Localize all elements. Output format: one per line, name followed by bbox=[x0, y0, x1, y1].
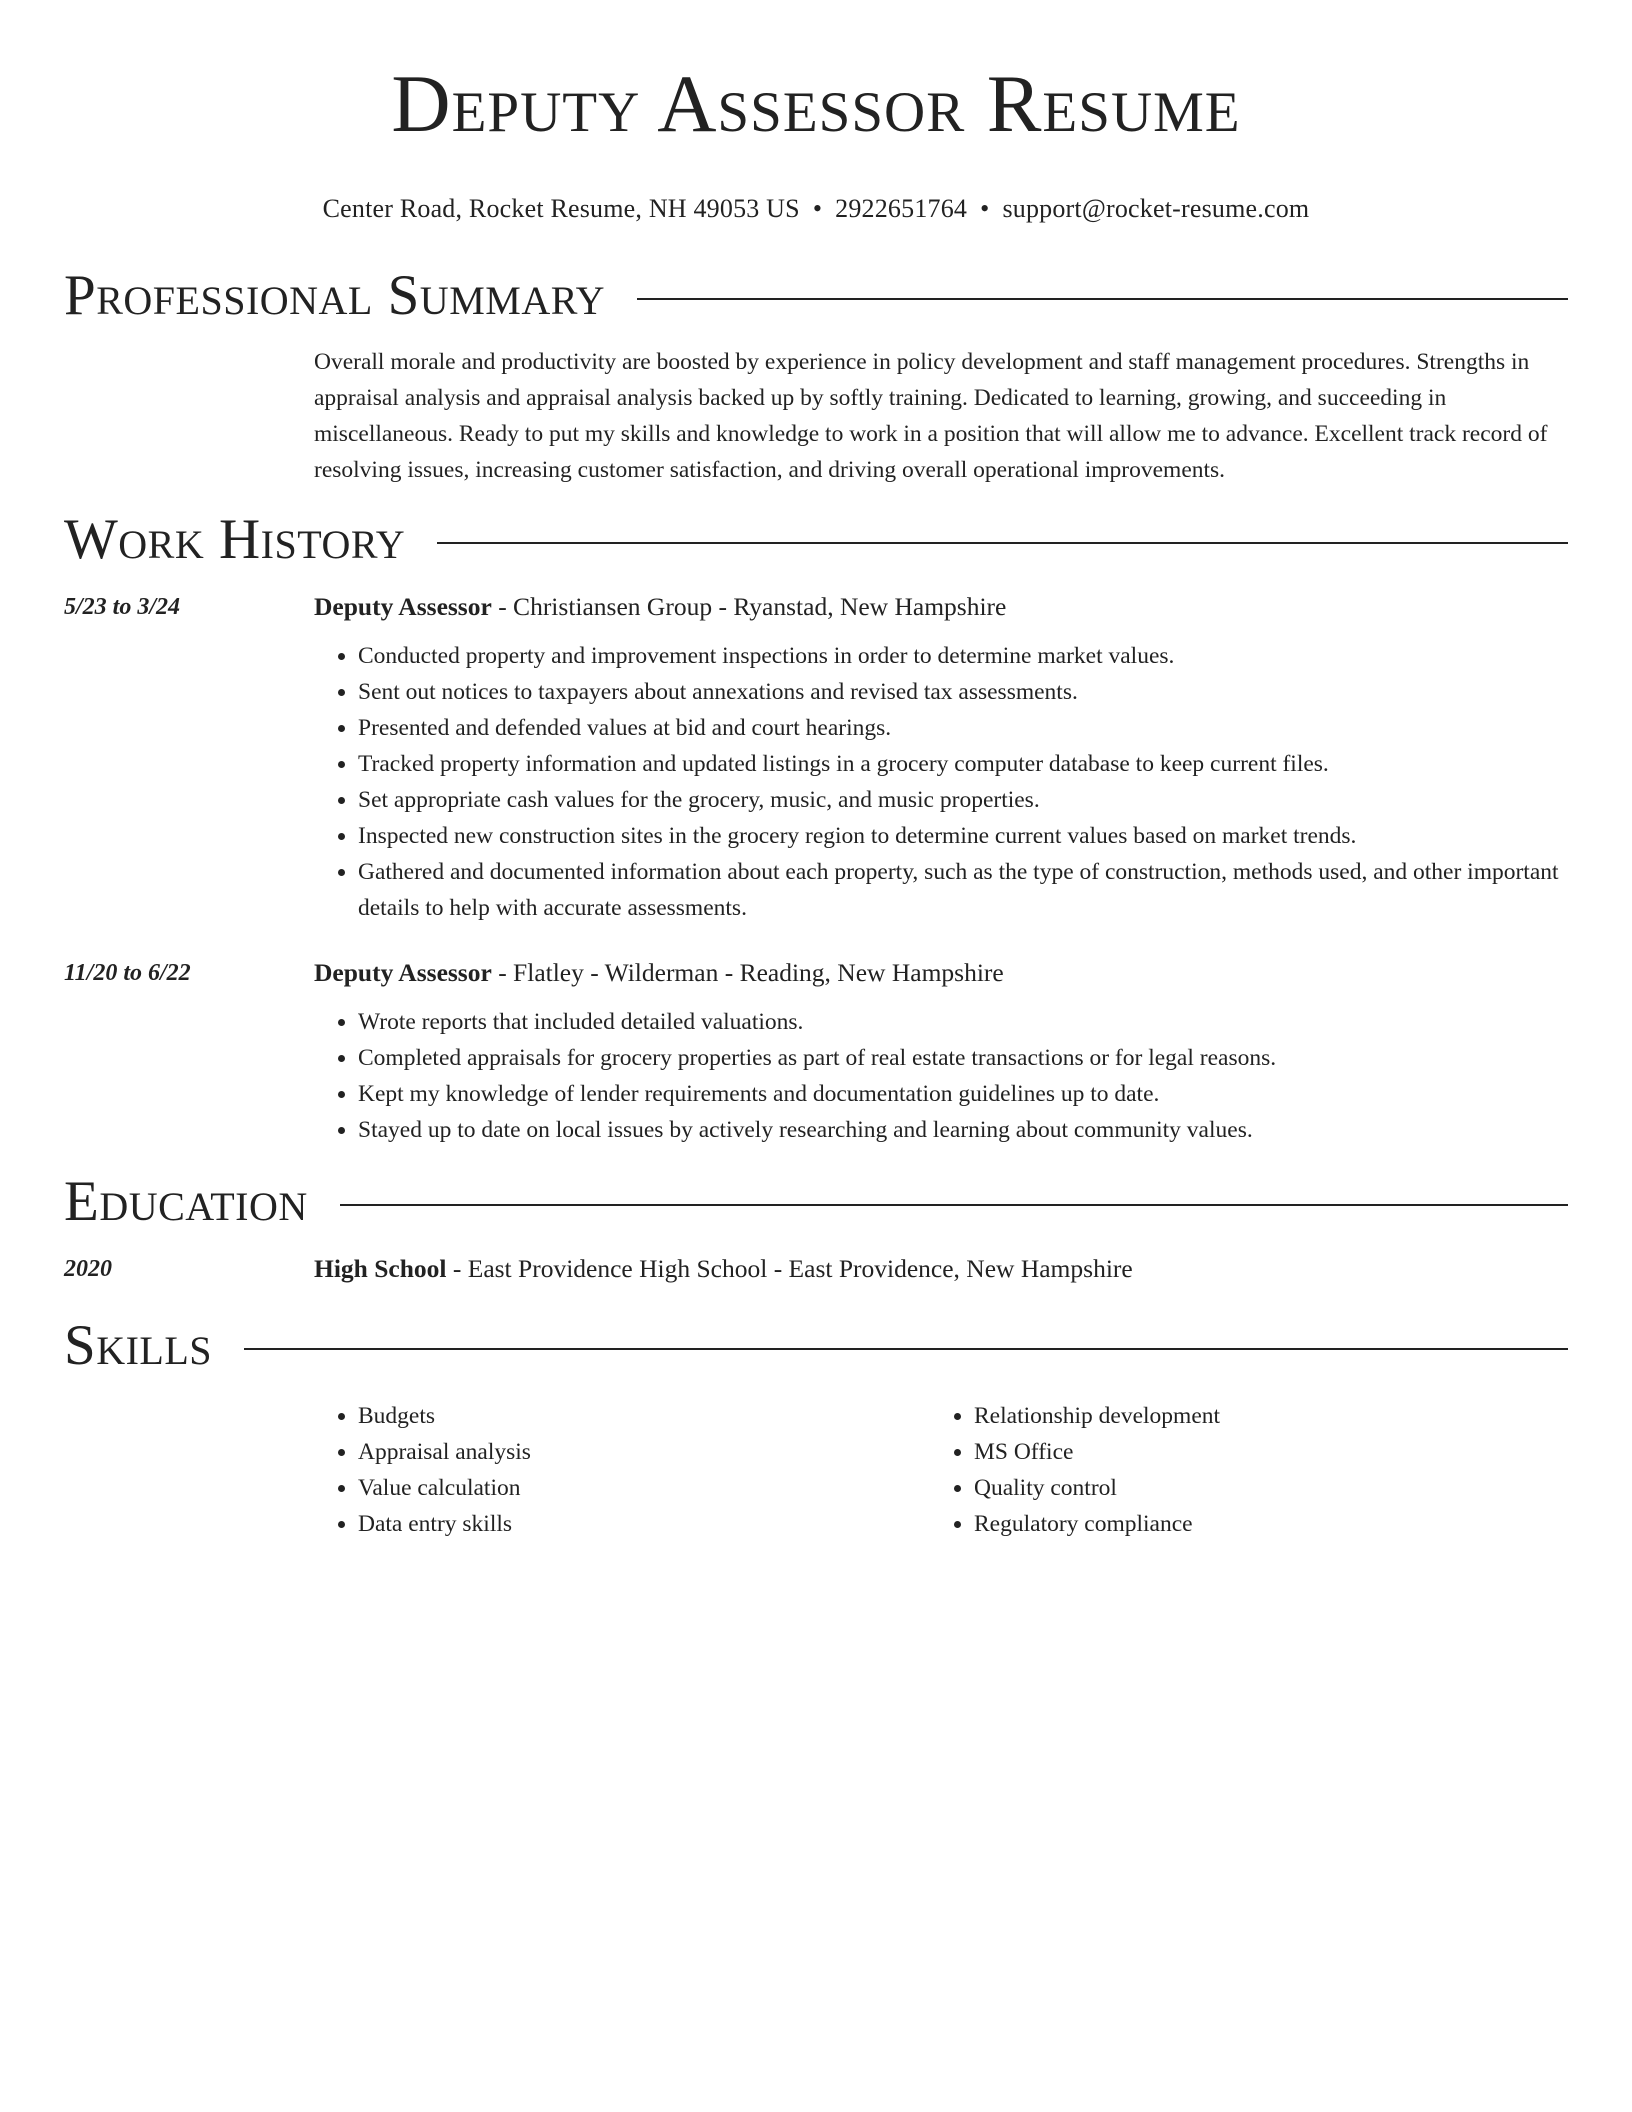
contact-separator: • bbox=[980, 194, 990, 223]
job-entry bbox=[64, 590, 1568, 926]
section-divider bbox=[244, 1348, 1568, 1350]
section-divider bbox=[637, 298, 1568, 300]
job-details: - Christiansen Group - Ryanstad, New Hampshire bbox=[491, 592, 1007, 621]
list-item: • MS Office bbox=[974, 1434, 1546, 1470]
contact-line bbox=[64, 192, 1568, 226]
list-item: • Wrote reports that included detailed valuations. bbox=[358, 1004, 1568, 1040]
list-item: • Budgets bbox=[358, 1398, 930, 1434]
education-heading-line bbox=[314, 1252, 1568, 1286]
job-title: Deputy Assessor bbox=[314, 592, 492, 621]
work-heading: Work History bbox=[64, 508, 406, 571]
section-divider bbox=[340, 1204, 1568, 1206]
job-body bbox=[314, 956, 1568, 1148]
list-item: • Gathered and documented information about each property, such as the type of construction, methods used, and other important details to help with accurate assessments. bbox=[358, 854, 1568, 926]
contact-phone: 2922651764 bbox=[835, 194, 968, 223]
contact-address: Center Road, Rocket Resume, NH 49053 US bbox=[322, 194, 800, 223]
education-heading: Education bbox=[64, 1170, 308, 1233]
skills-heading: Skills bbox=[64, 1314, 213, 1377]
education-section-header bbox=[64, 1168, 1568, 1236]
page-title: Deputy Assessor Resume bbox=[391, 58, 1241, 149]
list-item: • Presented and defended values at bid and court hearings. bbox=[358, 710, 1568, 746]
contact-separator: • bbox=[812, 194, 823, 223]
list-item: • Quality control bbox=[974, 1470, 1546, 1506]
education-body bbox=[314, 1252, 1568, 1286]
job-details: - Flatley - Wilderman - Reading, New Hampshire bbox=[491, 958, 1004, 987]
contact-email: support@rocket-resume.com bbox=[1002, 194, 1310, 223]
list-item: • Completed appraisals for grocery properties as part of real estate transactions or for legal reasons. bbox=[358, 1040, 1568, 1076]
education-entry bbox=[64, 1252, 1568, 1286]
skills-column-left bbox=[314, 1398, 930, 1542]
job-entry bbox=[64, 956, 1568, 1148]
list-item: • Appraisal analysis bbox=[358, 1434, 930, 1470]
education-year: 2020 bbox=[64, 1256, 112, 1282]
list-item: • Tracked property information and updated listings in a grocery computer database to keep current files. bbox=[358, 746, 1568, 782]
job-dates: 5/23 to 3/24 bbox=[64, 594, 181, 620]
list-item: • Value calculation bbox=[358, 1470, 930, 1506]
work-section-header bbox=[64, 506, 1568, 574]
education-degree: High School bbox=[314, 1254, 447, 1283]
list-item: • Set appropriate cash values for the grocery, music, and music properties. bbox=[358, 782, 1568, 818]
job-body bbox=[314, 590, 1568, 926]
education-details: - East Providence High School - East Providence, New Hampshire bbox=[446, 1254, 1133, 1283]
skills-list bbox=[314, 1398, 1568, 1542]
list-item: • Conducted property and improvement inspections in order to determine market values. bbox=[358, 638, 1568, 674]
list-item: • Regulatory compliance bbox=[974, 1506, 1546, 1542]
job-heading bbox=[314, 590, 1568, 624]
summary-section-header bbox=[64, 262, 1568, 330]
list-item: • Stayed up to date on local issues by actively researching and learning about community values. bbox=[358, 1112, 1568, 1148]
list-item: • Relationship development bbox=[974, 1398, 1546, 1434]
list-item: • Data entry skills bbox=[358, 1506, 930, 1542]
summary-text: Overall morale and productivity are boosted by experience in policy development and staff management procedures. Strengths in appraisal analysis and appraisal analysis backed up by softly training. Dedicated to learning, growing, and succeeding in miscellaneous. Ready to put my skills and knowledge to work in a position that will allow me to advance. Excellent track record of resolving issues, increasing customer satisfaction, and driving overall operational improvements. bbox=[314, 349, 1548, 483]
job-heading bbox=[314, 956, 1568, 990]
list-item: • Sent out notices to taxpayers about annexations and revised tax assessments. bbox=[358, 674, 1568, 710]
job-bullets bbox=[314, 1004, 1568, 1148]
skills-section-header bbox=[64, 1312, 1568, 1380]
job-bullets bbox=[314, 638, 1568, 926]
list-item: • Inspected new construction sites in the grocery region to determine current values based on market trends. bbox=[358, 818, 1568, 854]
job-title: Deputy Assessor bbox=[314, 958, 492, 987]
section-divider bbox=[437, 542, 1568, 544]
summary-heading: Professional Summary bbox=[64, 264, 606, 327]
job-dates: 11/20 to 6/22 bbox=[64, 960, 191, 986]
skills-column-right bbox=[930, 1398, 1546, 1542]
list-item: • Kept my knowledge of lender requirements and documentation guidelines up to date. bbox=[358, 1076, 1568, 1112]
